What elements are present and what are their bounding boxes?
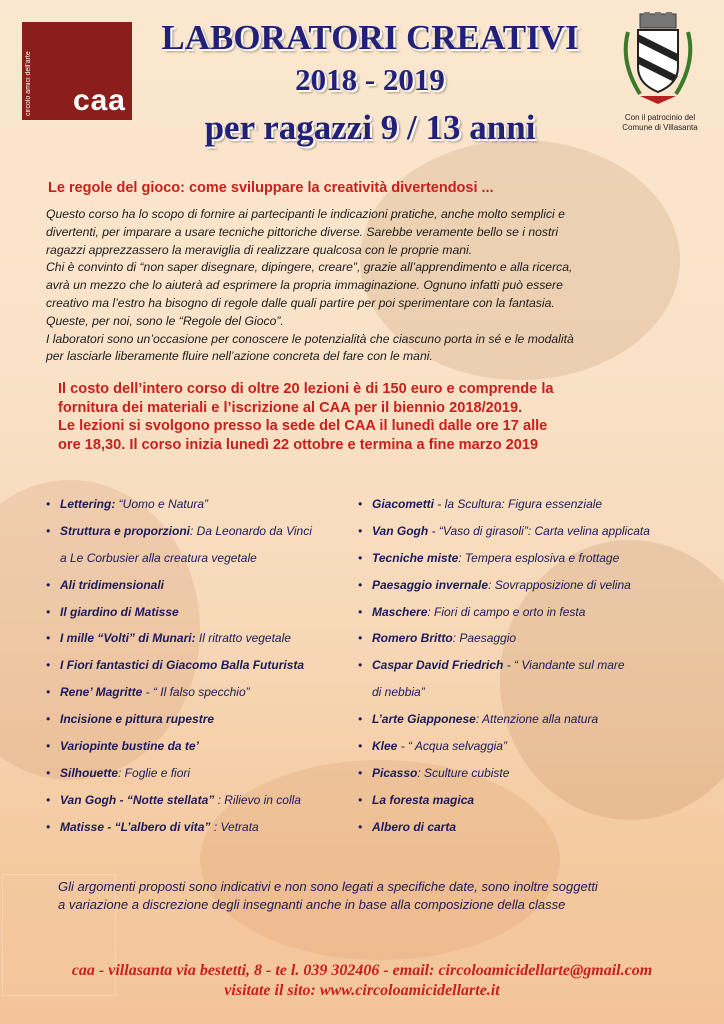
contact-website: visitate il sito: www.circoloamicidellarte.it bbox=[224, 982, 500, 999]
lesson-item bbox=[46, 605, 356, 632]
lesson-item bbox=[358, 605, 698, 632]
lesson-item bbox=[46, 497, 356, 524]
disclaimer-line: a variazione a discrezione degli insegnanti anche in base alla composizione della classe bbox=[58, 897, 566, 912]
lesson-topic: Giacometti bbox=[372, 497, 435, 511]
lesson-topic: Variopinte bustine da te’ bbox=[60, 739, 199, 754]
lesson-item bbox=[358, 766, 698, 793]
bullet-marker: • bbox=[358, 712, 363, 727]
caa-logo bbox=[22, 22, 132, 120]
intro-paragraph bbox=[46, 206, 686, 366]
lesson-item bbox=[358, 631, 698, 658]
intro-line: per lasciarle liberamente fluire nell’azione concreta del fare con le mani. bbox=[46, 349, 433, 364]
logo-side-text: circolo amici dell'arte bbox=[25, 51, 32, 116]
bullet-marker: • bbox=[358, 523, 363, 538]
lesson-topic: La foresta magica bbox=[372, 792, 475, 807]
disclaimer-note bbox=[58, 878, 698, 914]
lesson-item bbox=[358, 658, 698, 685]
bullet-marker: • bbox=[358, 577, 363, 592]
lesson-item bbox=[358, 497, 698, 524]
lesson-description: : Fiori di campo e orto in festa bbox=[427, 604, 586, 619]
bullet-marker: • bbox=[46, 497, 51, 511]
lesson-item bbox=[46, 766, 356, 793]
lesson-description: Il ritratto vegetale bbox=[195, 631, 291, 646]
lesson-description: a Le Corbusier alla creatura vegetale bbox=[60, 550, 257, 565]
lesson-description: : Foglie e fiori bbox=[118, 765, 191, 780]
lesson-description: : Da Leonardo da Vinci bbox=[190, 523, 312, 538]
lesson-description: - “ Acqua selvaggia” bbox=[397, 739, 507, 754]
lesson-item bbox=[358, 739, 698, 766]
bullet-marker: • bbox=[46, 819, 51, 834]
lesson-item bbox=[46, 820, 356, 847]
lesson-topic: I mille “Volti” di Munari: bbox=[60, 631, 196, 646]
intro-line: divertenti, per imparare a usare tecniche pittoriche diverse. Sarebbe veramente bello se i nostri bbox=[46, 224, 559, 239]
lesson-description: : Paesaggio bbox=[452, 631, 517, 646]
lesson-topic: Paesaggio invernale bbox=[372, 577, 489, 592]
bullet-marker: • bbox=[358, 765, 363, 780]
lesson-topic: Albero di carta bbox=[372, 819, 457, 834]
lesson-item bbox=[358, 524, 698, 551]
lesson-topic: Matisse - “L’albero di vita” bbox=[60, 819, 211, 834]
bullet-marker: • bbox=[46, 604, 51, 619]
cost-line: Le lezioni si svolgono presso la sede del CAA il lunedì dalle ore 17 alle bbox=[58, 418, 548, 434]
bullet-marker: • bbox=[358, 658, 363, 673]
patronage-line: Con il patrocinio del bbox=[624, 113, 696, 122]
lesson-topic: Ali tridimensionali bbox=[60, 577, 165, 592]
lesson-item bbox=[358, 712, 698, 739]
lesson-item bbox=[358, 685, 698, 712]
lesson-description: - “ Viandante sul mare bbox=[503, 658, 625, 673]
lesson-description: : Attenzione alla natura bbox=[475, 712, 599, 727]
lesson-topic: Struttura e proporzioni bbox=[60, 523, 190, 538]
patronage-line: Comune di Villasanta bbox=[622, 123, 698, 132]
intro-line: Chi è convinto di “non saper disegnare, dipingere, creare”, grazie all’apprendimento e alla ricerca, bbox=[46, 260, 573, 275]
page-title-years: 2018 - 2019 bbox=[295, 62, 445, 97]
lesson-item bbox=[46, 685, 356, 712]
lesson-item bbox=[358, 578, 698, 605]
lesson-topic: Tecniche miste bbox=[372, 550, 459, 565]
cost-info bbox=[58, 380, 698, 454]
lesson-topic: Romero Britto bbox=[372, 631, 453, 646]
lesson-description: - “ Il falso specchio” bbox=[142, 685, 250, 700]
bullet-marker: • bbox=[46, 792, 51, 807]
bullet-marker: • bbox=[46, 658, 51, 673]
lesson-topic: Rene’ Magritte bbox=[60, 685, 143, 700]
bullet-marker: • bbox=[358, 792, 363, 807]
lesson-topic: Picasso bbox=[372, 765, 418, 780]
lesson-description: : Rilievo in colla bbox=[214, 792, 301, 807]
bullet-marker: • bbox=[46, 765, 51, 780]
lesson-description: “Uomo e Natura” bbox=[115, 497, 209, 511]
lesson-topic: Silhouette bbox=[60, 765, 119, 780]
section-subtitle: Le regole del gioco: come sviluppare la creatività divertendosi ... bbox=[48, 180, 494, 196]
lesson-description: : Vetrata bbox=[210, 819, 259, 834]
intro-line: creativo ma l’estro ha bisogno di regole dalle quali partire per poi sperimentare con la fantasia. bbox=[46, 295, 555, 310]
lesson-item bbox=[358, 793, 698, 820]
lesson-description: : Tempera esplosiva e frottage bbox=[458, 550, 620, 565]
lesson-item bbox=[46, 793, 356, 820]
lesson-topic: Incisione e pittura rupestre bbox=[60, 712, 215, 727]
bullet-marker: • bbox=[358, 604, 363, 619]
intro-line: I laboratori sono un’occasione per conoscere le potenzialità che ciascuno porta in sé e le modalità bbox=[46, 331, 574, 346]
bullet-marker: • bbox=[46, 577, 51, 592]
cost-line: ore 18,30. Il corso inizia lunedì 22 ottobre e termina a fine marzo 2019 bbox=[58, 436, 539, 453]
lesson-topic: Van Gogh bbox=[372, 523, 429, 538]
bullet-marker: • bbox=[358, 497, 363, 511]
lesson-topic: Il giardino di Matisse bbox=[60, 604, 179, 619]
lesson-item bbox=[46, 524, 356, 551]
lesson-topic: Van Gogh - “Notte stellata” bbox=[60, 792, 215, 807]
lesson-description: di nebbia” bbox=[372, 685, 425, 700]
municipal-crest-icon bbox=[618, 12, 698, 107]
cost-line: Il costo dell’intero corso di oltre 20 lezioni è di 150 euro e comprende la bbox=[58, 381, 554, 397]
lesson-item bbox=[46, 658, 356, 685]
lesson-topic: Klee bbox=[372, 739, 398, 754]
lesson-topic: Lettering: bbox=[60, 497, 116, 511]
lesson-description: - la Scultura: Figura essenziale bbox=[434, 497, 603, 511]
lesson-item bbox=[46, 739, 356, 766]
bullet-marker: • bbox=[46, 739, 51, 754]
lesson-description: : Sculture cubiste bbox=[417, 765, 510, 780]
lesson-description: : Sovrapposizione di velina bbox=[488, 577, 631, 592]
bullet-marker: • bbox=[358, 819, 363, 834]
lesson-topic: I Fiori fantastici di Giacomo Balla Futurista bbox=[60, 658, 305, 673]
lesson-item bbox=[46, 578, 356, 605]
lesson-description: - “Vaso di girasoli”: Carta velina applicata bbox=[428, 523, 650, 538]
lesson-topic: Caspar David Friedrich bbox=[372, 658, 504, 673]
intro-line: Questo corso ha lo scopo di fornire ai partecipanti le indicazioni pratiche, anche molto semplici e bbox=[46, 207, 565, 221]
intro-line: ragazzi apprezzassero la meraviglia di realizzare qualcosa con le proprie mani. bbox=[46, 242, 473, 257]
bullet-marker: • bbox=[358, 739, 363, 754]
lesson-list-left bbox=[46, 497, 356, 847]
bullet-marker: • bbox=[358, 631, 363, 646]
lesson-topic: Maschere bbox=[372, 604, 428, 619]
contact-info bbox=[20, 961, 704, 1001]
bullet-marker: • bbox=[46, 712, 51, 727]
intro-line: Queste, per noi, sono le “Regole del Gioco”. bbox=[46, 313, 284, 328]
patronage-note bbox=[610, 113, 710, 133]
lesson-item bbox=[46, 712, 356, 739]
intro-line: avrà un mezzo che lo aiuterà ad esprimere la propria immaginazione. Ognuno infatti può essere bbox=[46, 278, 563, 293]
lesson-item bbox=[358, 551, 698, 578]
page-title-audience: per ragazzi 9 / 13 anni bbox=[204, 108, 536, 147]
page-title: LABORATORI CREATIVI bbox=[161, 18, 579, 57]
bullet-marker: • bbox=[46, 685, 51, 700]
contact-address: caa - villasanta via bestetti, 8 - te l. 039 302406 - email: circoloamicidellarte@gmail.com bbox=[71, 962, 653, 979]
lesson-item bbox=[358, 820, 698, 847]
lesson-topic: L’arte Giapponese bbox=[372, 712, 476, 727]
bullet-marker: • bbox=[46, 631, 51, 646]
lesson-list-right bbox=[358, 497, 698, 847]
logo-main-text: caa bbox=[72, 84, 126, 117]
lesson-item bbox=[46, 631, 356, 658]
bullet-marker: • bbox=[358, 550, 363, 565]
lesson-item bbox=[46, 551, 356, 578]
disclaimer-line: Gli argomenti proposti sono indicativi e non sono legati a specifiche date, sono inoltre soggetti bbox=[58, 879, 598, 894]
bullet-marker: • bbox=[46, 523, 51, 538]
cost-line: fornitura dei materiali e l’iscrizione al CAA per il biennio 2018/2019. bbox=[58, 399, 523, 416]
